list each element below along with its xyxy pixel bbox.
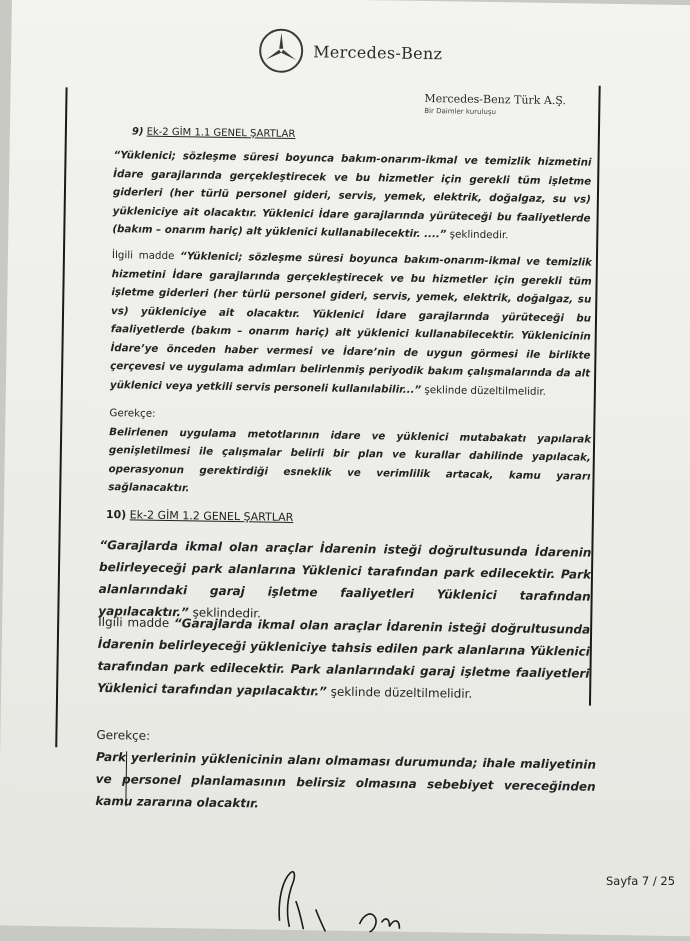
- section-10-rationale: [95, 724, 596, 820]
- quote-suffix: şeklindedir.: [446, 228, 509, 242]
- rationale-text: Park yerlerinin yüklenicinin alanı olmaması durumunda; ihale maliyetinin ve personel planlamasının belirsiz olmasına sebebiyet vereceğinden kamu zararına olacaktır.: [95, 749, 597, 811]
- revision-quote: “Yüklenici; sözleşme süresi boyunca bakım-onarım-ikmal ve temizlik hizmetini İdare garajlarında gerçekleştirecek ve bu hizmetler için gerekli tüm işletme giderleri (her türlü personel gideri, servis, yemek, elektrik, doğalgaz, su vs) yükleniciye ait olacaktır. Yüklenici İdare garajlarında yürüteceği bu faaliyetlerde (bakım – onarım hariç) alt yüklenici kullanabilecektir. Yüklenicinin İdare’ye önceden haber vermesi ve İdare’nin de uygun görmesi ile birlikte çerçevesi ve uygulama adımları belirlenmiş periyodik bakım çalışmalarında da alt yüklenici veya yetkili servis personeli kullanılabilir...”: [109, 250, 592, 396]
- section-number: 10): [105, 508, 127, 522]
- section-9-rationale: [108, 404, 591, 504]
- page-number: Sayfa 7 / 25: [606, 874, 676, 888]
- quote-text: “Garajlarda ikmal olan araçlar İdarenin isteği doğrultusunda İdarenin belirleyeceği park alanlarına Yüklenici tarafından park edilecektir. Park alanlarındaki garaj işletme faaliyetleri Yüklenici tarafından yapılacaktır.”: [98, 537, 592, 620]
- handwritten-signature: [259, 861, 420, 938]
- section-number: 9): [131, 126, 144, 138]
- revision-prefix: İlgili madde: [111, 249, 181, 263]
- section-10-revision: [97, 611, 590, 707]
- rationale-label: Gerekçe:: [96, 727, 151, 743]
- revision-quote: “Garajlarda ikmal olan araçlar İdarenin isteği doğrultusunda İdarenin belirleyeceği yükleniciye tahsis edilen park alanlarına Yüklenici tarafından park edilecektir. Park alanlarındaki garaj işletme faaliyetleri Yüklenici tarafından yapılacaktır.”: [97, 616, 591, 699]
- section-9-heading: [132, 126, 587, 144]
- company-subtitle: Bir Daimler kuruluşu: [424, 106, 497, 117]
- section-9-quote: [112, 146, 591, 246]
- revision-suffix: şeklinde düzeltilmelidir.: [421, 383, 547, 398]
- revision-prefix: İlgili madde: [98, 614, 175, 631]
- section-10-heading: [106, 508, 566, 528]
- quote-text: “Yüklenici; sözleşme süresi boyunca bakım-onarım-ikmal ve temizlik hizmetini İdare garajlarında gerçekleştirecek ve bu hizmetler için gerekli tüm işletme giderleri (her türlü personel gideri, servis, yemek, elektrik, doğalgaz, su vs) yükleniciye ait olacaktır. Yüklenici İdare garajlarında yürüteceği bu faaliyetlerde (bakım – onarım hariç) alt yüklenici kullanabilecektir. ....”: [112, 149, 592, 241]
- rationale-text: Belirlenen uygulama metotlarının idare ve yüklenici mutabakatı yapılarak genişletilmesi ile çalışmalar belirli bir plan ve kurallar dahilinde yapılacak, operasyonun gerektirdiği esneklik ve verimlilik artacak, kamu yararı sağlanacaktır.: [108, 425, 592, 495]
- brand-name: Mercedes-Benz: [313, 41, 443, 63]
- brand-header: [259, 28, 443, 75]
- mercedes-star-icon: [259, 28, 304, 73]
- company-name: Mercedes-Benz Türk A.Ş.: [424, 91, 567, 108]
- left-margin-line: [55, 87, 67, 747]
- revision-suffix: şeklinde düzeltilmelidir.: [326, 684, 473, 701]
- quote-suffix: şeklindedir.: [188, 605, 262, 621]
- section-title: Ek-2 GİM 1.1 GENEL ŞARTLAR: [146, 126, 296, 140]
- section-9-revision: [110, 246, 592, 402]
- section-title: Ek-2 GİM 1.2 GENEL ŞARTLAR: [129, 508, 294, 524]
- rationale-label: Gerekçe:: [109, 407, 156, 420]
